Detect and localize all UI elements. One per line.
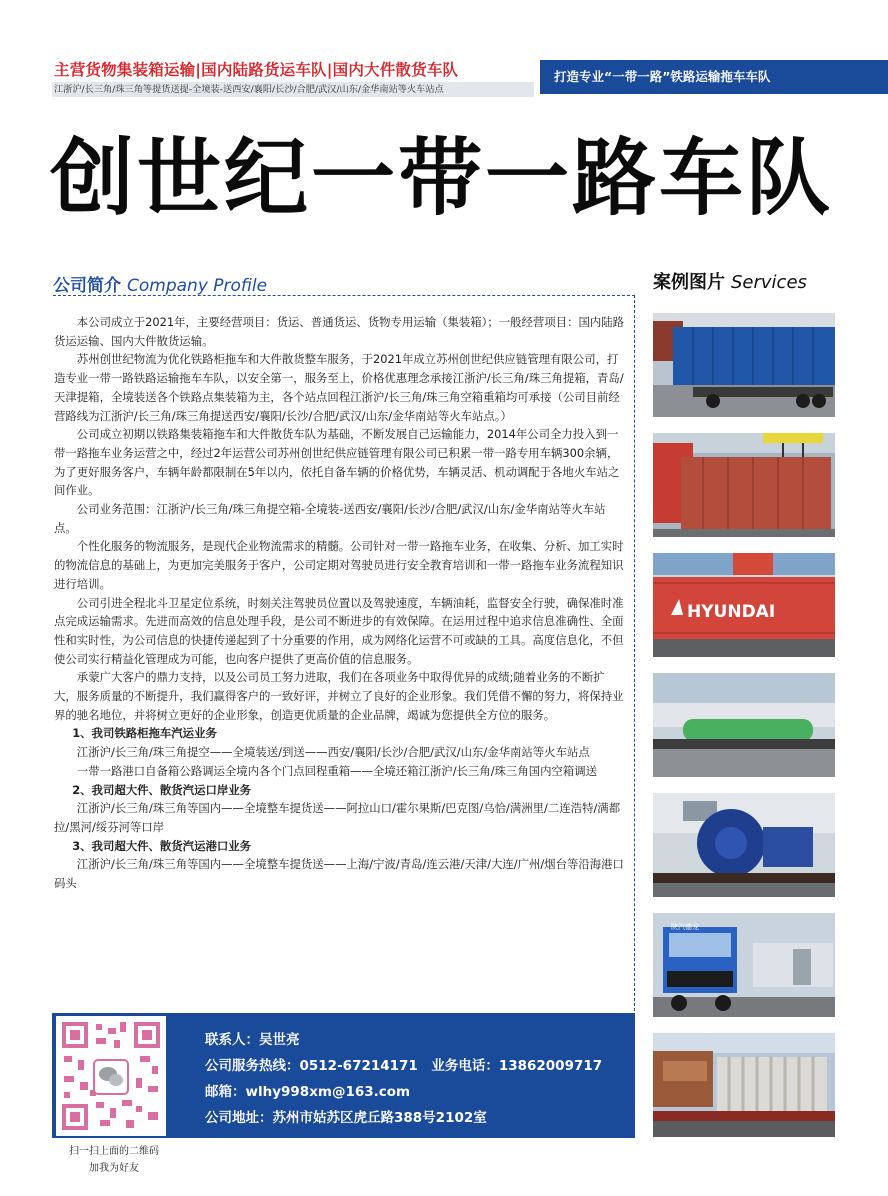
- header-banner: 打造专业“一带一路”铁路运输拖车车队: [540, 60, 888, 94]
- contact-address: 公司地址：苏州市姑苏区虎丘路388号2102室: [205, 1110, 487, 1126]
- services-heading-cn: 案例图片: [653, 272, 725, 293]
- profile-paragraph: 公司引进全程北斗卫星定位系统，时刻关注驾驶员位置以及驾驶速度，车辆油耗，监督安全行驶，确保准时准点完成运输需求。先进而高效的信息处理手段，是公司不断进步的有效保障。在运用过程中追求信息准确性、全面性和实时性，为公司信息的快捷传递起到了十分重要的作用，成为网络化运营不可或缺的工具。高度信息化，不但使公司实行精益化管理成为可能，也向客户提供了更高价值的信息服务。: [54, 595, 624, 666]
- header-subline: 江浙沪/长三角/珠三角等提货送提-全境装-送西安/襄阳/长沙/合肥/武汉/山东/金华南站等火车站点: [52, 82, 534, 97]
- profile-heading-cn: 公司简介: [53, 276, 121, 296]
- header-tagline: 主营货物集装箱运输|国内陆路货运车队|国内大件散货车队: [54, 61, 459, 79]
- services-heading-en: Services: [731, 272, 807, 293]
- services-heading: [653, 268, 807, 294]
- profile-divider-horizontal: [53, 295, 635, 296]
- green-tank-trailer-icon: [653, 673, 835, 777]
- hyundai-container-icon: [653, 553, 835, 657]
- page-title: 创世纪一带一路车队: [50, 129, 834, 227]
- business-section-line: 江浙沪/长三角/珠三角提空——全境装送/到送——西安/襄阳/长沙/合肥/武汉/山东/金华南站等火车站点: [76, 745, 590, 760]
- qr-caption-line-1: 扫一扫上面的二维码: [69, 1146, 159, 1157]
- business-section-heading: 2、我司超大件、散货汽运口岸业务: [72, 782, 252, 797]
- business-section-line: 一带一路港口自备箱公路调运全境内各个门点回程重箱——全境还箱江浙沪/长三角/珠三角国内空箱调送: [76, 763, 598, 778]
- business-section-heading: 3、我司超大件、散货汽运港口业务: [72, 838, 252, 853]
- profile-paragraph: 公司成立初期以铁路集装箱拖车和大件散货车队为基础，不断发展自己运输能力，2014年公司全力投入到一带一路拖车业务运营之中，经过2年运营公司苏州创世纪供应链管理有限公司已积累一带一路专用车辆300余辆，为了更好服务客户，车辆年龄都限制在5年以内，依托自备车辆的价格优势，车辆灵活、机动调配于各地火车站之间作业。: [54, 427, 620, 498]
- profile-paragraph: 苏州创世纪物流为优化铁路柜拖车和大件散货整车服务，于2021年成立苏州创世纪供应链管理有限公司，打造专业一带一路铁路运输拖车车队，以安全第一，服务至上，价格优惠理念承接江浙沪/长三角/珠三角提箱，青岛/天津提箱，全境装送各个铁路点集装箱为主，各个站点回程江浙沪/长三角/珠三角空箱重箱均可承接（公司目前经营路线为江浙沪/长三角/珠三角提送西安/襄阳/长沙/合肥/武汉/山东/金华南站等火车站点。）: [54, 352, 624, 423]
- profile-paragraph: 本公司成立于2021年，主要经营项目：货运、普通货运、货物专用运输（集装箱）；一般经营项目：国内陆路货运运输、国内大件散货运输。: [54, 315, 625, 348]
- profile-divider-vertical: [634, 295, 635, 1011]
- qr-caption-line-2: 加我为好友: [89, 1163, 139, 1174]
- blue-truck-cargo-icon: [653, 913, 835, 1017]
- profile-heading: [53, 271, 267, 296]
- profile-body: [54, 313, 626, 893]
- svg-text:陕汽德龙: 陕汽德龙: [671, 923, 699, 931]
- contact-person: 联系人：吴世亮: [205, 1032, 300, 1048]
- contact-email[interactable]: 邮箱：wlhy998xm@163.com: [205, 1084, 411, 1100]
- business-section-line: 江浙沪/长三角/珠三角等国内——全境整车提货送——阿拉山口/霍尔果斯/巴克图/乌恰/满洲里/二连浩特/满都拉/黑河/绥芬河等口岸: [54, 801, 621, 834]
- profile-paragraph: 承蒙广大客户的鼎力支持，以及公司员工努力进取，我们在各项业务中取得优异的成绩;随着业务的不断扩大，服务质量的不断提升，我们赢得客户的一致好评，并树立了良好的企业形象。我们凭借不懈的努力，将保持业界的驰名地位，并将树立更好的企业形象，创造更优质量的企业品牌，竭诚为您提供全方位的服务。: [54, 670, 624, 722]
- blue-machine-trailer-icon: [653, 793, 835, 897]
- contact-hotline[interactable]: 公司服务热线：0512-67214171 业务电话：13862009717: [205, 1058, 603, 1074]
- profile-paragraph: 个性化服务的物流服务，是现代企业物流需求的精髓。公司针对一带一路拖车业务，在收集、分析、加工实时的物流信息的基础上，为更加完美服务于客户，公司定期对驾驶员进行安全教育培训和一带一路拖车业务流程知识进行培训。: [54, 539, 624, 591]
- profile-heading-en: Company Profile: [127, 276, 268, 296]
- profile-paragraph: 公司业务范围：江浙沪/长三角/珠三角提空箱-全境装-送西安/襄阳/长沙/合肥/武汉/山东/金华南站等火车站点。: [54, 502, 606, 535]
- qr-code-icon[interactable]: [56, 1016, 166, 1136]
- container-crane-icon: [653, 433, 835, 537]
- transformer-trailer-icon: [653, 1033, 835, 1137]
- svg-text:HYUNDAI: HYUNDAI: [687, 602, 776, 622]
- business-section-heading: 1、我司铁路柜拖车汽运业务: [72, 726, 217, 741]
- business-section-line: 江浙沪/长三角/珠三角等国内——全境整车提货送——上海/宁波/青岛/连云港/天津/大连/广州/烟台等沿海港口码头: [54, 857, 624, 891]
- blue-container-truck-icon: [653, 313, 835, 417]
